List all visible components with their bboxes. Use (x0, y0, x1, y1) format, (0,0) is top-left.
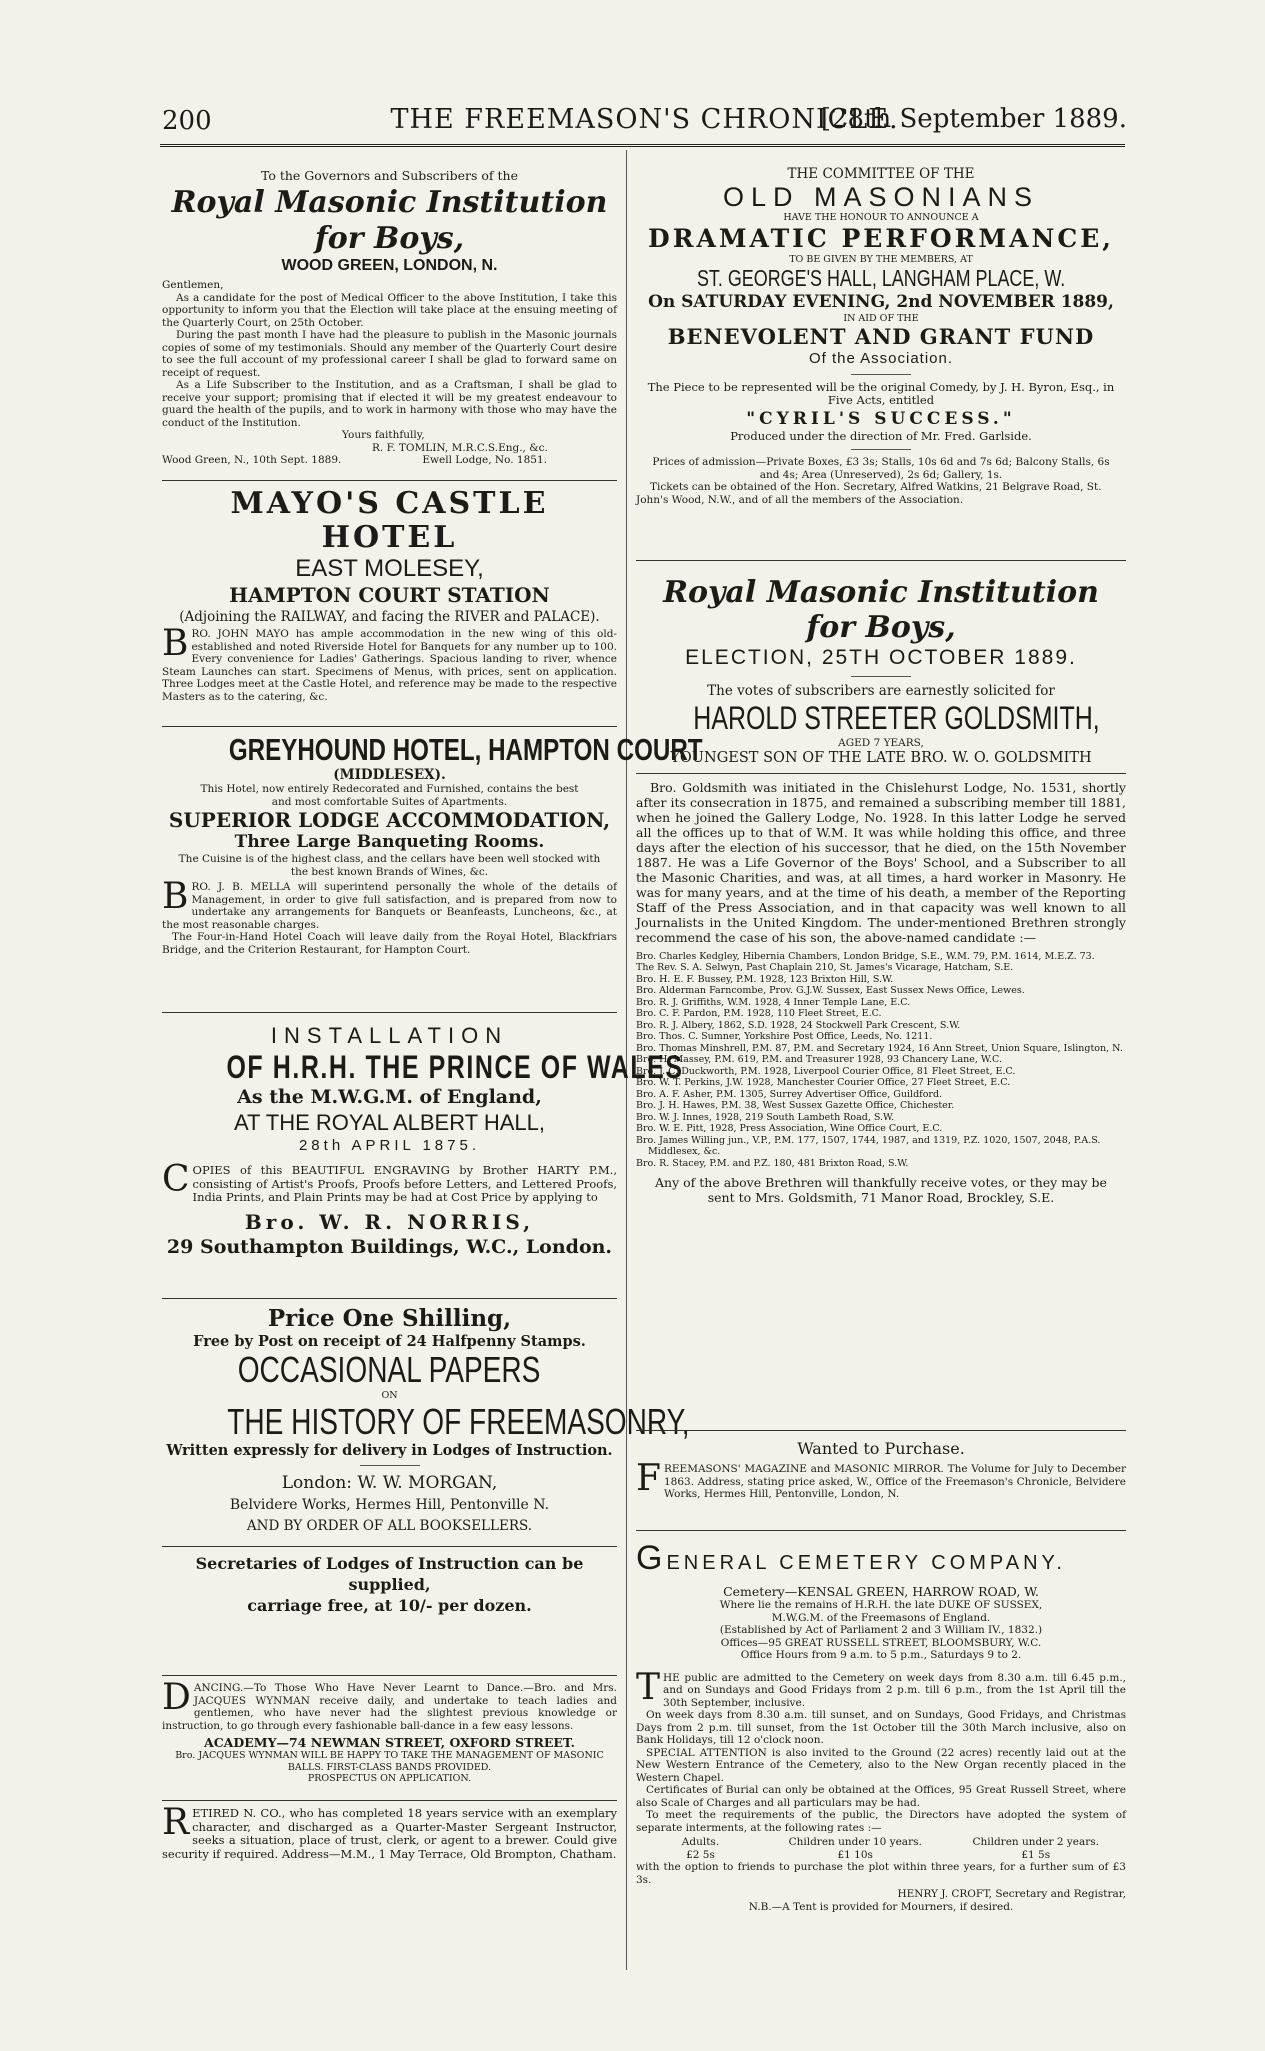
dropcap: B (162, 623, 189, 664)
papers-title-1: OCCASIONAL PAPERS (238, 1349, 541, 1390)
om-piece: The Piece to be represented will be the original Comedy, by J. H. Byron, Esq., in Five Acts, entitled (647, 379, 1115, 407)
election-son: YOUNGEST SON OF THE LATE BRO. W. O. GOLDSMITH (670, 749, 1092, 766)
installation-role: As the M.W.G.M. of England, (237, 1086, 542, 1108)
divider (162, 1800, 617, 1801)
hotel-adjoining: (Adjoining the RAILWAY, and facing the RIVER and PALACE). (179, 609, 600, 625)
dropcap: F (636, 1458, 661, 1499)
election-body: Bro. Goldsmith was initiated in the Chislehurst Lodge, No. 1531, shortly after its consecration in 1875, and remained a subscribing member till 1881, when he joined the Gallery Lodge, No. 1928. In this latter Lodge he served all the offices up to that of W.M. It was while holding this office, and three days after the election of his successor, that he died, on the 15th November 1887. He was a Life Governor of the Boys' School, and a Subscriber to all the Masonic Charities, and was, at all times, a hard worker in Masonry. He was for many years, and at the time of his death, a member of the Reporting Staff of the Press Association, and in that capacity was well known to all Journalists in the United Kingdom. The under-mentioned Brethren strongly recommend the case of his son, the above-named candidate :— (636, 779, 1126, 945)
recommender-entry: Bro. J. C. Duckworth, P.M. 1928, Liverpool Courier Office, 81 Fleet Street, E.C. (636, 1065, 1016, 1077)
installation-advert (162, 1012, 684, 1259)
cemetery-remains-1: Where lie the remains of H.R.H. the late DUKE OF SUSSEX, (719, 1599, 1043, 1611)
cemetery-body-5: To meet the requirements of the public, the Directors have adopted the system of separate interments, at the following rates :— (636, 1809, 1126, 1834)
rate-value: £1 10s (837, 1848, 873, 1861)
installation-date: 28th APRIL 1875. (298, 1137, 481, 1154)
rate-label: Children under 2 years. (972, 1836, 1099, 1848)
dropcap: B (162, 876, 189, 917)
dancing-prospectus: PROSPECTUS ON APPLICATION. (307, 1773, 472, 1784)
recommender-entry: Bro. Thomas Minshrell, P.M. 87, P.M. and Secretary 1924, 16 Ann Street, Union Square, Islington, N. (636, 1042, 1123, 1054)
om-prices: Prices of admission—Private Boxes, £3 3s; Stalls, 10s 6d and 7s 6d; Balcony Stalls, 6s and 4s; Area (Unreserved), 2s 6d; Gallery, 1s. (652, 456, 1110, 481)
om-director: Produced under the direction of Mr. Fred. Garlside. (730, 428, 1032, 443)
papers-price: Price One Shilling, (267, 1305, 512, 1332)
om-in-aid: IN AID OF THE (843, 313, 919, 324)
installation-venue: AT THE ROYAL ALBERT HALL, (234, 1110, 545, 1135)
election-date: ELECTION, 25TH OCTOBER 1889. (685, 646, 1077, 669)
greyhound-cuisine: The Cuisine is of the highest class, and the cellars have been well stocked with the best known Brands of Wines, &c. (178, 853, 601, 878)
om-association: Of the Association. (808, 349, 954, 367)
om-fund: BENEVOLENT AND GRANT FUND (667, 323, 1095, 349)
recommender-entry: Bro. Thos. C. Sumner, Yorkshire Post Office, Leeds, No. 1211. (636, 1031, 933, 1042)
divider (851, 676, 911, 677)
greyhound-advert (162, 726, 703, 956)
election-votes: The votes of subscribers are earnestly solicited for (707, 683, 1055, 699)
papers-advert (162, 1298, 690, 1616)
wanted-title: Wanted to Purchase. (797, 1439, 965, 1458)
recommender-entry: Bro. W. T. Perkins, J.W. 1928, Manchester Courier Office, 27 Fleet Street, E.C. (636, 1077, 1011, 1088)
cemetery-remains-2: M.W.G.M. of the Freemasons of England. (771, 1611, 991, 1624)
rate-value: £2 5s (686, 1848, 715, 1861)
greyhound-headline: SUPERIOR LODGE ACCOMMODATION, (168, 808, 611, 832)
recommenders-list (636, 951, 1126, 1170)
cemetery-rates (636, 1836, 1126, 1861)
institution-location: WOOD GREEN, LONDON, N. (281, 257, 498, 274)
recommender-entry: Bro. A. F. Asher, P.M. 1305, Surrey Advertiser Office, Guildford. (636, 1088, 943, 1100)
dancing-body: ANCING.—To Those Who Have Never Learnt to Dance.—Bro. and Mrs. JACQUES WYNMAN receive daily, and undertake to teach ladies and gentlemen, who have never had the slightest previous knowledge or instruction, to go through every fashionable ball-dance in a few easy lessons. (162, 1682, 617, 1732)
dancing-academy: ACADEMY—74 NEWMAN STREET, OXFORD STREET. (204, 1735, 575, 1750)
letter-footer (162, 454, 617, 467)
recommender-entry: Bro. W. E. Pitt, 1928, Press Association, Wine Office Court, E.C. (636, 1123, 943, 1134)
om-date: On SATURDAY EVENING, 2nd NOVEMBER 1889, (648, 292, 1114, 312)
installation-seller: Bro. W. R. NORRIS, (244, 1209, 535, 1234)
cemetery-title: ENERAL CEMETERY COMPANY. (666, 1552, 1066, 1574)
retired-body: ETIRED N. CO., who has completed 18 years service with an exemplary character, and discharged as a Quarter-Master Sergeant Instructor, seeks a situation, place of trust, clerk, or agent to a brewer. Could give security if required. Address—M.M., 1 May Terrace, Old Brompton, Chatham. (162, 1806, 617, 1861)
dropcap: G (636, 1539, 667, 1577)
installation-body: OPIES of this BEAUTIFUL ENGRAVING by Brother HARTY P.M., consisting of Artist's Proofs, Proofs before Letters, and Lettered Proofs, India Prints, and Plain Prints may be had at Cost Price by applying to (192, 1163, 617, 1204)
hotel-station: HAMPTON COURT STATION (229, 583, 550, 607)
recommender-entry: Bro. W. J. Innes, 1928, 219 South Lambeth Road, S.W. (636, 1111, 895, 1123)
mayo-body: RO. JOHN MAYO has ample accommodation in the new wing of this old-established and noted Riverside Hotel for Banquets for any number up to 100. Every convenience for Ladies' Gatherings. Spacious landing to river, whence Steam Launches can start. Specimens of Menus, with prices, sent on application. Three Lodges meet at the Castle Hotel, and reference may be made to the respective Masters as to the catering, &c. (162, 628, 617, 703)
election-closing: Any of the above Brethren will thankfully receive votes, or they may be sent to Mrs. Goldsmith, 71 Manor Road, Brockley, S.E. (655, 1175, 1107, 1205)
greyhound-name: GREYHOUND HOTEL, HAMPTON COURT (228, 732, 703, 767)
election-institution: Royal Masonic Institution for Boys, (663, 575, 1099, 645)
divider (851, 374, 911, 375)
divider (162, 1675, 617, 1676)
papers-secretaries-2: carriage free, at 10/- per dozen. (247, 1595, 532, 1615)
letter-signature: R. F. TOMLIN, M.R.C.S.Eng., &c. (372, 441, 548, 454)
recommender-entry: Bro. H. Massey, P.M. 619, P.M. and Treasurer 1928, 93 Chancery Lane, W.C. (636, 1054, 1002, 1065)
recommender-entry: Bro. James Willing jun., V.P., P.M. 177, 1507, 1744, 1987, and 1319, P.Z. 1020, 1507, 2048, P.A.S. Middlesex, &c. (636, 1134, 1101, 1157)
om-committee: THE COMMITTEE OF THE (787, 166, 975, 182)
recommender-entry: Bro. H. E. F. Bussey, P.M. 1928, 123 Brixton Hill, S.W. (636, 973, 894, 985)
papers-address: Belvidere Works, Hermes Hill, Pentonville N. (229, 1496, 550, 1513)
rate-label: Children under 10 years. (788, 1836, 922, 1848)
dropcap: T (636, 1666, 661, 1708)
om-venue: ST. GEORGE'S HALL, LANGHAM PLACE, W. (696, 265, 1066, 291)
papers-on: ON (381, 1390, 398, 1401)
header-rule (160, 144, 1125, 147)
cemetery-offices: Offices—95 GREAT RUSSELL STREET, BLOOMSBURY, W.C. (720, 1636, 1042, 1649)
divider (636, 773, 1126, 774)
divider (636, 560, 1126, 561)
recommender-entry: Bro. C. F. Pardon, P.M. 1928, 110 Fleet Street, E.C. (636, 1008, 882, 1019)
divider (851, 449, 911, 450)
letter-para-3: As a Life Subscriber to the Institution, and as a Craftsman, I shall be glad to receive your support; promising that if elected it will be my greatest endeavour to guard the health of the pupils, and to work in harmony with those who may have the conduct of the Institution. (162, 379, 617, 429)
cemetery-body-2: On week days from 8.30 a.m. till sunset, and on Sundays, Good Fridays, and Christmas Days from 2 p.m. till sunset, from the 1st October till the 30th March inclusive, also on Bank Holidays, till 12 o'clock noon. (636, 1709, 1126, 1746)
cemetery-hours: Office Hours from 9 a.m. to 5 p.m., Saturdays 9 to 2. (740, 1649, 1022, 1661)
greyhound-county: (MIDDLESEX). (333, 767, 446, 783)
wanted-advert (636, 1430, 1126, 1501)
cemetery-option: with the option to friends to purchase the plot within three years, for a further sum of £3 3s. (636, 1861, 1126, 1886)
greyhound-body: RO. J. B. MELLA will superintend personally the whole of the details of Management, in order to give full satisfaction, and is prepared from now to undertake any arrangements for Banquets or Beanfeasts, Luncheons, &c., at the most reasonable charges. (162, 881, 617, 931)
election-age: AGED 7 YEARS, (838, 737, 924, 749)
letter-para-2: During the past month I have had the pleasure to publish in the Masonic journals copies of some of my testimonials. Should any member of the Quarterly Court desire to see the full account of my professional career I shall be glad to forward same on receipt of request. (162, 329, 617, 379)
page-number: 200 (162, 106, 212, 136)
greyhound-subhead: Three Large Banqueting Rooms. (234, 832, 545, 852)
om-given: TO BE GIVEN BY THE MEMBERS, AT (789, 253, 973, 265)
institution-title: Royal Masonic Institution for Boys, (171, 185, 608, 256)
cemetery-secretary: HENRY J. CROFT, Secretary and Registrar, (897, 1888, 1126, 1900)
retired-advert (162, 1800, 617, 1861)
salutation: Gentlemen, (162, 279, 224, 291)
cemetery-body-1: HE public are admitted to the Cemetery on week days from 8.30 a.m. till 6.45 p.m., and on Sundays and Good Fridays from 2 p.m. till 6 p.m., from the 1st April till the 30th September, inclusive. (663, 1671, 1126, 1709)
dancing-advert (162, 1675, 617, 1785)
cemetery-location: Cemetery—KENSAL GREEN, HARROW ROAD, W. (723, 1584, 1039, 1599)
letter-lodge: Ewell Lodge, No. 1851. (422, 454, 547, 466)
page-header (162, 100, 1127, 144)
tomlin-advert (162, 168, 617, 467)
installation-address: 29 Southampton Buildings, W.C., London. (166, 1235, 613, 1258)
letter-closing: Yours faithfully, (342, 429, 425, 441)
hotel-name: MAYO'S CASTLE HOTEL (230, 486, 549, 555)
divider (636, 1530, 1126, 1531)
divider (162, 1298, 617, 1299)
om-play: "CYRIL'S SUCCESS." (746, 408, 1016, 429)
letter-para-1: As a candidate for the post of Medical Officer to the above Institution, I take this opportunity to inform you that the Election will take place at the ensuing meeting of the Quarterly Court, on 25th October. (162, 291, 617, 329)
election-advert (636, 560, 1126, 1205)
greyhound-intro: This Hotel, now entirely Redecorated and Furnished, contains the best and most comfortable Suites of Apartments. (200, 783, 579, 808)
divider (162, 1546, 617, 1547)
recommender-entry: Bro. R. J. Griffiths, W.M. 1928, 4 Inner Temple Lane, E.C. (636, 996, 911, 1008)
newspaper-title: THE FREEMASON'S CHRONICLE. (390, 104, 899, 135)
divider (360, 1465, 420, 1466)
mayo-advert (162, 480, 617, 703)
installation-title: INSTALLATION (270, 1023, 509, 1048)
papers-title-2: THE HISTORY OF FREEMASONRY, (227, 1400, 690, 1442)
papers-booksellers: AND BY ORDER OF ALL BOOKSELLERS. (246, 1517, 533, 1534)
cemetery-body-4: Certificates of Burial can only be obtained at the Offices, 95 Great Russell Street, where also Scale of Charges and all particulars may be had. (636, 1784, 1126, 1809)
cemetery-note: N.B.—A Tent is provided for Mourners, if desired. (748, 1900, 1014, 1913)
cemetery-established: (Established by Act of Parliament 2 and 3 William IV., 1832.) (719, 1624, 1043, 1636)
dancing-management: Bro. JACQUES WYNMAN WILL BE HAPPY TO TAKE THE MANAGEMENT OF MASONIC BALLS. FIRST-CLASS BANDS PROVIDED. (175, 1750, 604, 1773)
divider (162, 480, 617, 481)
cemetery-advert (636, 1530, 1126, 1913)
wanted-body: REEMASONS' MAGAZINE and MASONIC MIRROR. The Volume for July to December 1863. Address, stating price asked, W., Office of the Freemason's Chronicle, Belvidere Works, Hermes Hill, Pentonville, London, N. (663, 1463, 1126, 1500)
om-honour: HAVE THE HONOUR TO ANNOUNCE A (783, 212, 979, 223)
recommender-entry: Bro. R. J. Albery, 1862, S.D. 1928, 24 Stockwell Park Crescent, S.W. (636, 1019, 961, 1031)
dropcap: C (162, 1159, 190, 1200)
papers-post: Free by Post on receipt of 24 Halfpenny Stamps. (193, 1333, 586, 1350)
om-name: OLD MASONIANS (722, 182, 1040, 212)
recommender-entry: Bro. Charles Kedgley, Hibernia Chambers, London Bridge, S.E., W.M. 79, P.M. 1614, M.E.Z. 73. (636, 950, 1095, 962)
papers-publisher: London: W. W. MORGAN, (281, 1472, 498, 1493)
rate-label: Adults. (681, 1836, 720, 1848)
old-masonians-advert (636, 166, 1126, 506)
greyhound-coach: The Four-in-Hand Hotel Coach will leave daily from the Royal Hotel, Blackfriars Bridge, and the Criterion Restaurant, for Hampton Court. (162, 931, 617, 956)
recommender-entry: Bro. Alderman Farncombe, Prov. G.J.W. Sussex, East Sussex News Office, Lewes. (636, 985, 1025, 996)
papers-written: Written expressly for delivery in Lodges of Instruction. (166, 1441, 613, 1459)
issue-date: [28th September 1889. (820, 104, 1127, 134)
address-line: To the Governors and Subscribers of the (260, 168, 519, 183)
divider (162, 726, 617, 727)
recommender-entry: The Rev. S. A. Selwyn, Past Chaplain 210, St. James's Vicarage, Hatcham, S.E. (636, 962, 1014, 973)
letter-place-date: Wood Green, N., 10th Sept. 1889. (162, 454, 342, 466)
hotel-place: EAST MOLESEY, (295, 555, 484, 582)
election-candidate: HAROLD STREETER GOLDSMITH, (693, 700, 1100, 736)
dropcap: D (162, 1677, 191, 1718)
recommender-entry: Bro. J. H. Hawes, P.M. 38, West Sussex Gazette Office, Chichester. (636, 1100, 955, 1111)
om-tickets: Tickets can be obtained of the Hon. Secretary, Alfred Watkins, 21 Belgrave Road, St. John's Wood, N.W., and of all the members of the Association. (636, 481, 1102, 506)
installation-subject: OF H.R.H. THE PRINCE OF WALES (226, 1049, 684, 1085)
divider (636, 1430, 1126, 1431)
dropcap: R (162, 1802, 190, 1843)
rate-value: £1 5s (1021, 1848, 1051, 1861)
om-event: DRAMATIC PERFORMANCE, (648, 223, 1114, 253)
divider (162, 1012, 617, 1013)
papers-secretaries-1: Secretaries of Lodges of Instruction can be supplied, (195, 1553, 584, 1594)
recommender-entry: Bro. R. Stacey, P.M. and P.Z. 180, 481 Brixton Road, S.W. (636, 1157, 909, 1169)
cemetery-body-3: SPECIAL ATTENTION is also invited to the Ground (22 acres) recently laid out at the New Western Entrance of the Cemetery, also to the New Organ recently placed in the Western Chapel. (636, 1746, 1126, 1784)
